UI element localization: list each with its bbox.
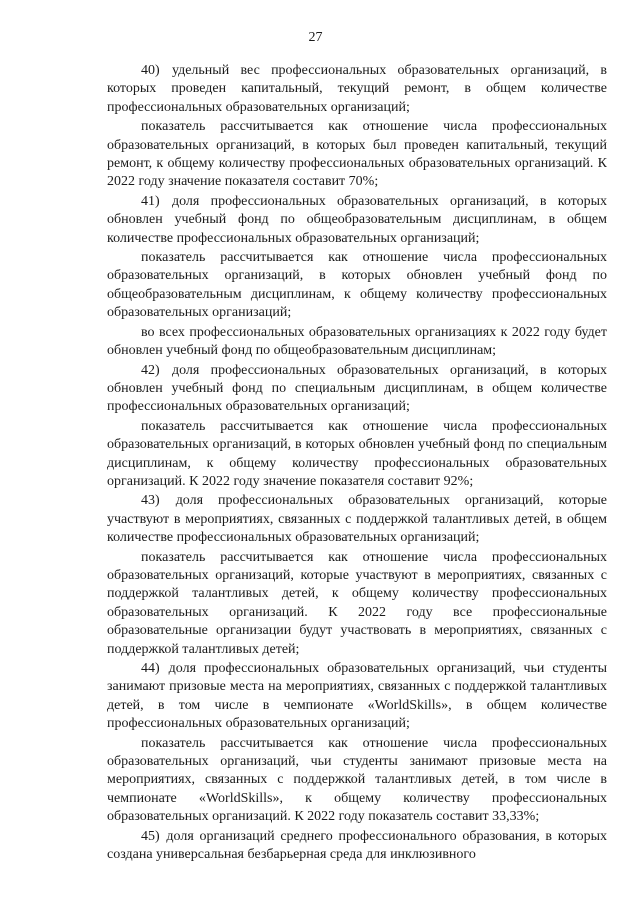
- paragraph-text: показатель рассчитывается как отношение числа профессиональных образовательных организаций, в которых обновлен учебный фонд по общеобразовательным дисциплинам, к общему количеству профессиональных образовательных организаций;: [107, 250, 607, 321]
- paragraph-calculation-44: [107, 735, 607, 827]
- paragraph-calculation-43: [107, 549, 607, 659]
- paragraph-note-41: [107, 324, 607, 361]
- item-number: 41): [141, 193, 160, 209]
- paragraph-calculation-42: [107, 418, 607, 492]
- item-number: 40): [141, 63, 160, 78]
- item-number: 42): [141, 362, 160, 378]
- paragraph-text: доля профессиональных образовательных организаций, которые участвуют в мероприятиях, связанных с поддержкой талантливых детей, в общем количестве профессиональных образовательных организаций;: [107, 493, 608, 546]
- paragraph-text: доля профессиональных образовательных организаций, в которых обновлен учебный фонд по специальным дисциплинам, в общем количестве профессиональных образовательных организаций;: [107, 362, 607, 415]
- page-number: 27: [308, 30, 323, 45]
- item-number: 45): [141, 828, 160, 844]
- paragraph-text: удельный вес профессиональных образовательных организаций, в которых проведен капитальный, текущий ремонт, в общем количестве профессиональных образовательных организаций;: [107, 63, 608, 115]
- paragraph-text: показатель рассчитывается как отношение числа профессиональных образовательных организаций, в которых обновлен учебный фонд по специальным дисциплинам, к общему количеству профессиональных образовательных организаций. К 2022 году значение показателя составит 92%;: [107, 418, 607, 489]
- paragraph-text: доля профессиональных образовательных организаций, в которых обновлен учебный фонд по общеобразовательным дисциплинам, в общем количестве профессиональных образовательных организаций;: [107, 193, 607, 246]
- paragraph-text: показатель рассчитывается как отношение числа профессиональных образовательных организаций, которые участвуют в мероприятиях, связанных с поддержкой талантливых детей, к общему количеству профессиональных образовательных организаций. К 2022 году все профессиональные образовательные организации будут участвовать в мероприятиях, связанных с поддержкой талантливых детей;: [107, 549, 607, 657]
- paragraph-calculation-41: [107, 249, 607, 323]
- document-body: [107, 62, 607, 865]
- paragraph-text: во всех профессиональных образовательных организациях к 2022 году будет обновлен учебный фонд по общеобразовательным дисциплинам;: [107, 324, 607, 359]
- paragraph-calculation-40: [107, 118, 607, 192]
- paragraph-item-43: [107, 492, 607, 547]
- paragraph-text: показатель рассчитывается как отношение числа профессиональных образовательных организаций, чьи студенты занимают призовые места на мероприятиях, связанных с поддержкой талантливых детей, в том числе в чемпионате «WorldSkills», к общему количеству профессиональных образовательных организаций. К 2022 году показатель составит 33,33%;: [107, 735, 607, 825]
- paragraph-item-40: [107, 62, 607, 117]
- paragraph-item-44: [107, 660, 607, 734]
- paragraph-text: доля профессиональных образовательных организаций, чьи студенты занимают призовые места на мероприятиях, связанных с поддержкой талантливых детей, в том числе в чемпионате «WorldSkills», в общем количестве профессиональных образовательных организаций;: [107, 661, 608, 732]
- item-number: 43): [141, 493, 160, 509]
- paragraph-text: доля организаций среднего профессионального образования, в которых создана универсальная безбарьерная среда для инклюзивного: [107, 828, 608, 863]
- item-number: 44): [141, 661, 160, 676]
- paragraph-item-45: [107, 828, 607, 865]
- paragraph-item-41: [107, 193, 607, 248]
- paragraph-item-42: [107, 362, 607, 417]
- paragraph-text: показатель рассчитывается как отношение числа профессиональных образовательных организаций, в которых был проведен капитальный, текущий ремонт, к общему количеству профессиональных образовательных организаций. К 2022 году значение показателя составит 70%;: [107, 119, 607, 190]
